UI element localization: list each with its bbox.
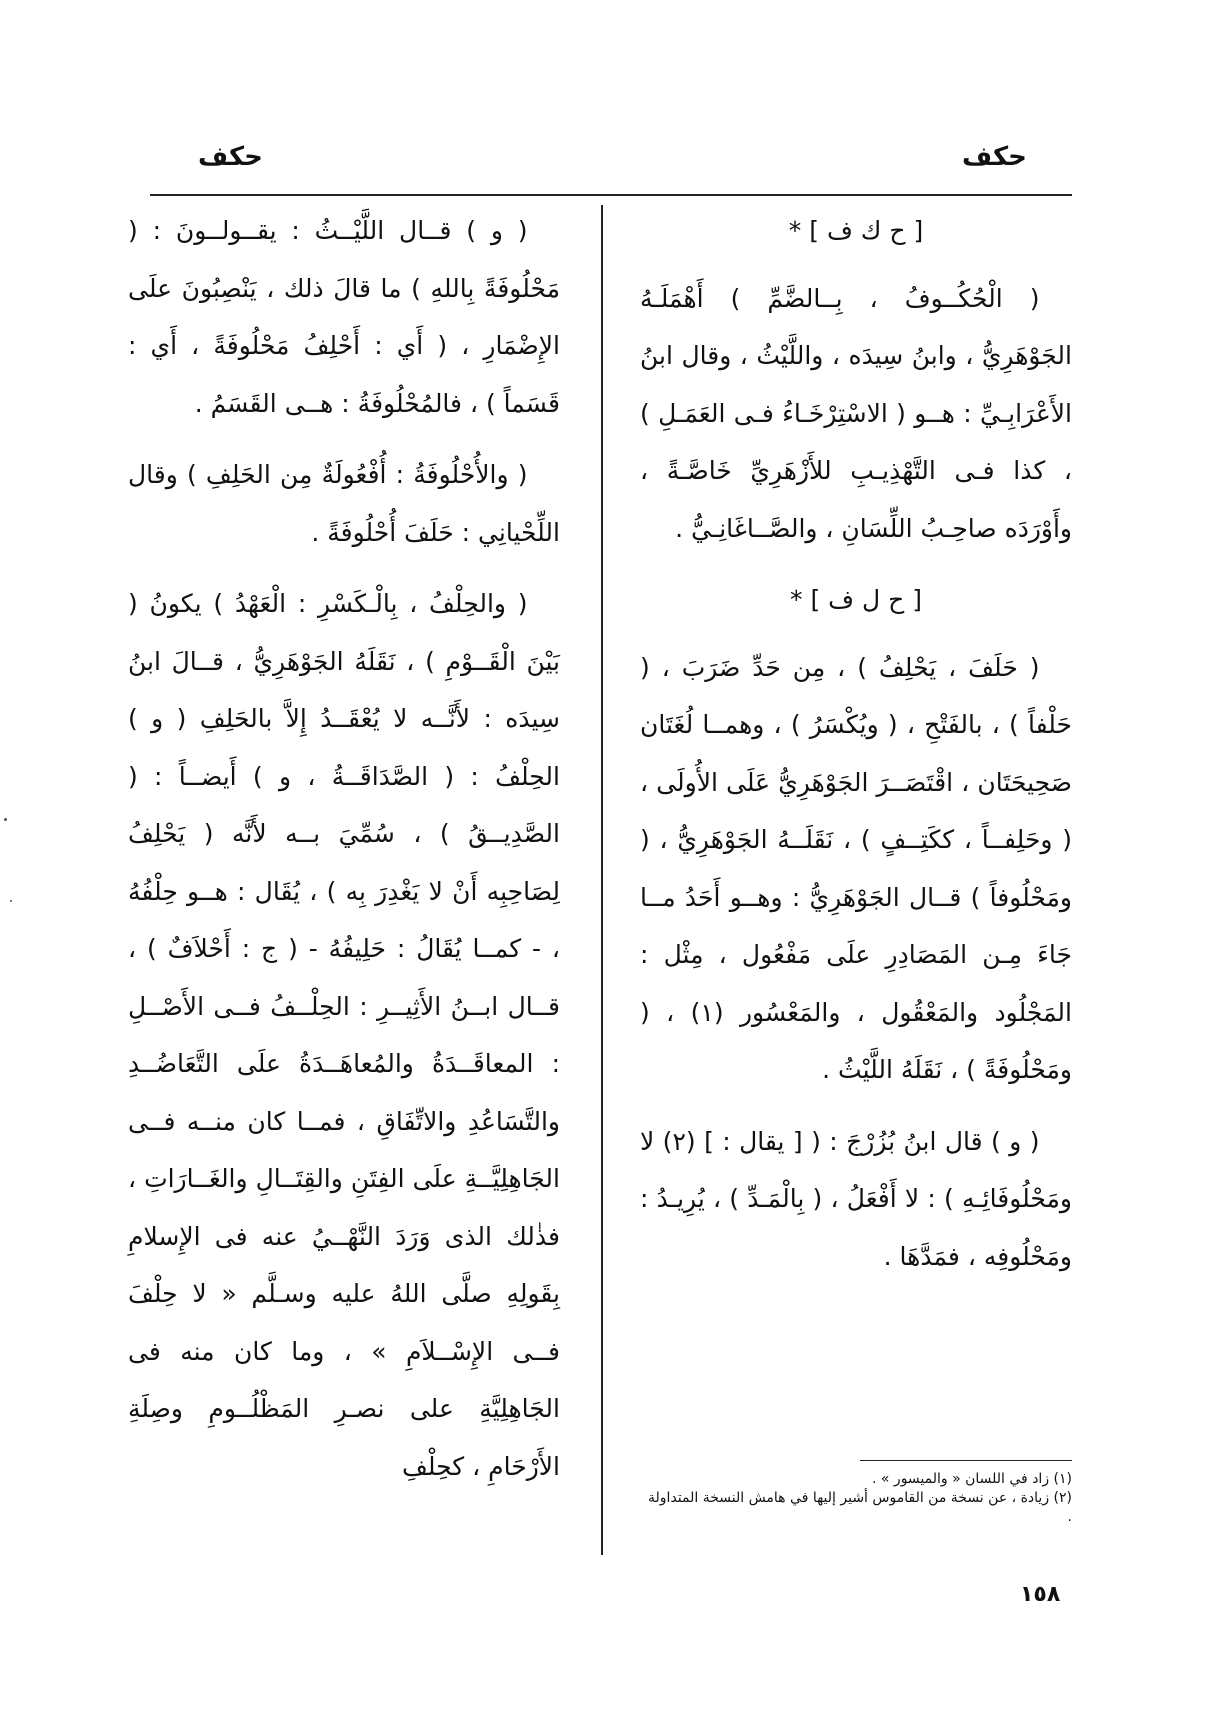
running-header-left: حكف	[198, 142, 263, 172]
footnotes	[640, 1470, 1072, 1527]
entry-hlf-text: ( حَلَفَ ، يَحْلِفُ ) ، مِن حَدِّ ضَرَبَ ، ( حَلْفاً ) ، بالفَتْحِ ، ( ويُكْسَرُ ) ، وهمــا لُغَتَان صَحِيحَتَان ، اقْتَصَــرَ الجَوْهَرِيُّ عَلَى الأُولَى ، ( وحَلِفــاً ، ككَتِــفٍ ) ، نَقَلَــهُ الجَوْهَرِيُّ ، ( ومَحْلُوفاً ) قــال الجَوْهَرِيُّ : وهــو أَحَدُ مــا جَاءَ مِـن المَصَادِرِ علَى مَفْعُول ، مِثْل : المَجْلُود والمَعْقُول ، والمَعْسُور (١) ، ( ومَحْلُوفَةً ) ، نَقَلَهُ اللَّيْثُ .	[640, 652, 1072, 1084]
footnote-2: (٢) زيادة ، عن نسخة من القاموس أشير إليها في هامش النسخة المتداولة .	[648, 1490, 1072, 1525]
left-paragraph-2: ( والأُحْلُوفَةُ : أُفْعُولَةٌ مِن الحَلِفِ ) وقال اللِّحْيانِي : حَلَفَ أُحْلُوفَةً .	[128, 460, 560, 547]
column-divider	[601, 205, 603, 1555]
entry-heading-hkf: [ ح ك ف ] *	[788, 216, 924, 245]
left-paragraph-1: ( و ) قــال اللَّيْــثُ : يقــولــونَ : ( مَحْلُوفَةً بِاللهِ ) ما قالَ ذلك ، يَنْصِبُونَ علَى الإِضْمَارِ ، ( أَي : أَحْلِفُ مَحْلُوفَةً ، أَي : قَسَماً ) ، فالمُحْلُوفَةُ : هــى القَسَمُ .	[128, 216, 560, 418]
footnote-1: (١) زاد في اللسان « والميسور » .	[872, 1471, 1072, 1487]
header-rule	[150, 194, 1072, 196]
entry-hlf-text-2: ( و ) قال ابنُ بُزُرْجَ : ( [ يقال : ] (٢) لا ومَحْلُوفَائِـهِ ) : لا أَفْعَلُ ، ( بِالْمَـدِّ ) ، يُرِيـدُ : ومَحْلُوفِه ، فمَدَّهَا .	[640, 1126, 1072, 1271]
page-number: ١٥٨	[1020, 1582, 1061, 1607]
left-paragraph-3: ( والحِلْفُ ، بِالْـكَسْرِ : الْعَهْدُ ) يكونُ ( بَيْنَ الْقَــوْمِ ) ، نَقَلَهُ الجَوْهَرِيُّ ، قــالَ ابنُ سِيدَه : لأَنَّــه لا يُعْقَــدُ إِلاَّ بالحَلِفِ ( و ) الحِلْفُ : ( الصَّدَاقَــةُ ، و ) أَيضــاً : ( الصَّدِيــقُ ) ، سُمِّيَ بــه لأَنَّه ( يَحْلِفُ لِصَاحِبِه أَنْ لا يَغْدِرَ بِه ) ، يُقَال : هــو حِلْفُهُ ، - كمــا يُقَالُ : حَلِيفُهُ - ( ج : أَحْلاَفٌ ) ، قــال ابــنُ الأَثِيــرِ : الحِلْــفُ فــى الأَصْــلِ : المعاقَــدَةُ والمُعاهَــدَةُ علَى التَّعَاضُــدِ والتَّسَاعُدِ والاتِّفَاقِ ، فمــا كان منــه فــى الجَاهِلِيَّــةِ علَى الفِتَنِ والقِتَــالِ والغَــارَاتِ ، فذٰلك الذى وَرَدَ النَّهْــيُ عنه فى الإِسلامِ بِقَولِهِ صلَّى اللهُ عليه وسـلَّم « لا حِلْفَ فــى الإِسْــلاَمِ » ، وما كان منه فى الجَاهِلِيَّةِ على نصـرِ المَظْلُــومِ وصِلَةِ الأَرْحَامِ ، كحِلْفِ	[128, 589, 560, 1481]
scan-speck	[4, 818, 7, 821]
running-header-right: حكف	[962, 142, 1027, 172]
scan-speck	[10, 900, 12, 902]
entry-hkf-text: ( الْحُكُــوفُ ، بِــالضَّمِّ ) أَهْمَلَـهُ الجَوْهَرِيُّ ، وابنُ سِيدَه ، واللَّيْثُ ، وقال ابنُ الأَعْرَابِـيِّ : هــو ( الاسْتِرْخَـاءُ فـى العَمَـلِ ) ، كذا فـى التَّهْذِيـبِ للأَزْهَرِيِّ خَاصَّـةً ، وأَوْرَدَه صاحِـبُ اللِّسَانِ ، والصَّــاغَانِـيُّ .	[640, 283, 1072, 543]
entry-heading-hlf: [ ح ل ف ] *	[790, 585, 922, 614]
left-column	[128, 202, 560, 1509]
footnote-rule	[860, 1460, 1072, 1461]
right-column	[640, 202, 1072, 1299]
